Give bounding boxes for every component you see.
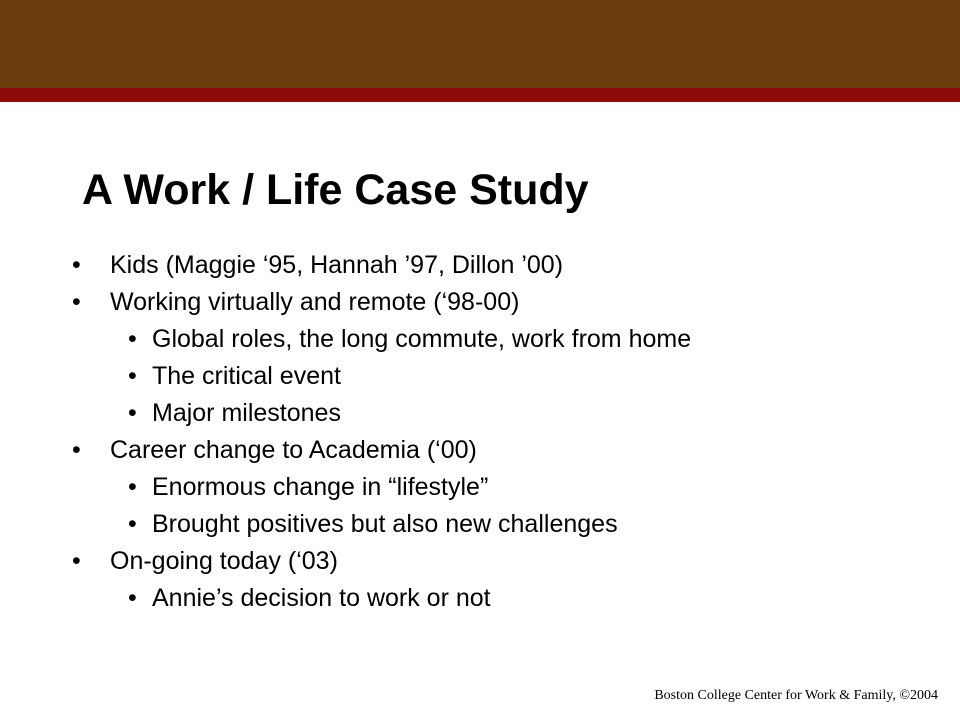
bullet-dot: • [72,251,81,279]
bullet-text: On-going today (‘03) [110,547,338,575]
bullet-item [72,433,932,470]
bullet-item [72,248,932,285]
bullet-dot: • [128,584,137,612]
bullet-dot: • [72,436,81,464]
sub-bullet-item [72,396,932,433]
sub-bullet-item [72,507,932,544]
bullet-dot: • [72,547,81,575]
sub-bullet-item [72,359,932,396]
bullet-dot: • [128,399,137,427]
bullet-dot: • [128,510,137,538]
bullet-text: Major milestones [152,399,341,427]
bullet-text: Working virtually and remote (‘98-00) [110,288,520,316]
bullet-text: Enormous change in “lifestyle” [152,473,489,501]
sub-bullet-item [72,322,932,359]
bullet-text: Career change to Academia (‘00) [110,436,477,464]
sub-bullet-item [72,581,932,618]
bullet-text: Annie’s decision to work or not [152,584,491,612]
sub-bullet-item [72,470,932,507]
header-band [0,0,960,88]
bullet-text: The critical event [152,362,341,390]
bullet-dot: • [72,288,81,316]
slide-title: A Work / Life Case Study [82,166,589,214]
bullet-item [72,285,932,322]
bullet-dot: • [128,473,137,501]
bullet-dot: • [128,362,137,390]
bullet-list [72,248,932,618]
bullet-item [72,544,932,581]
bullet-text: Kids (Maggie ‘95, Hannah ’97, Dillon ’00) [110,251,564,279]
bullet-text: Brought positives but also new challenges [152,510,618,538]
bullet-dot: • [128,325,137,353]
footer-credit: Boston College Center for Work & Family, ©2004 [654,688,938,703]
bullet-text: Global roles, the long commute, work from home [152,325,692,353]
header-stripe [0,88,960,102]
